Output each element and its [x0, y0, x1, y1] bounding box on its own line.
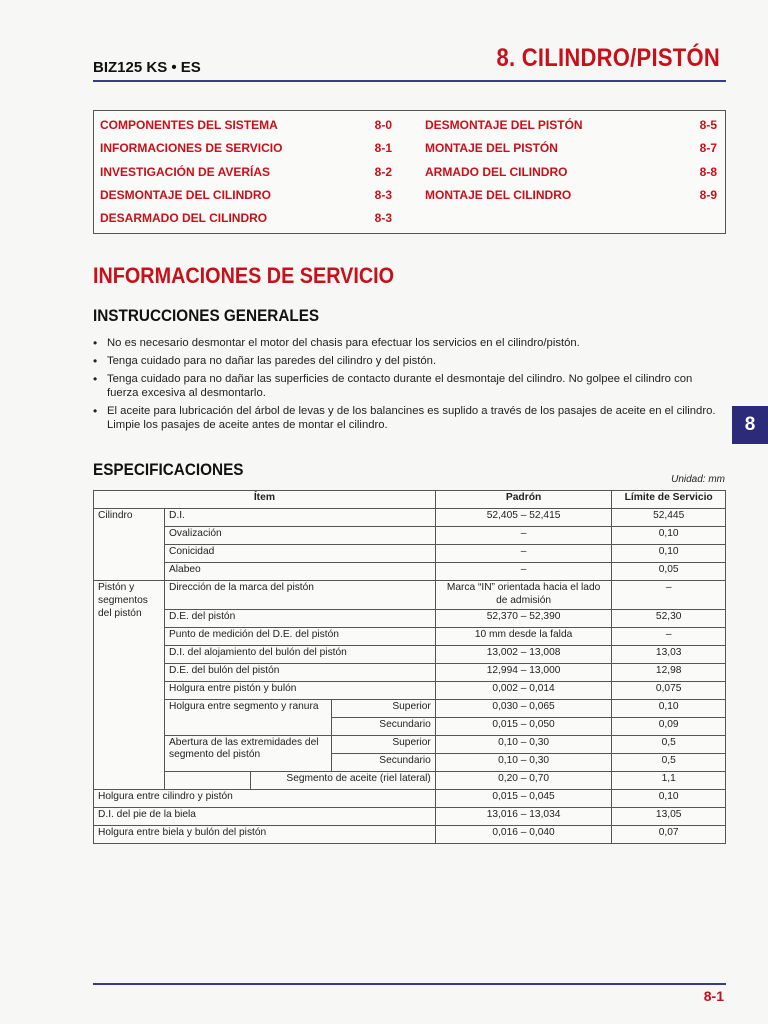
header-standard: Padrón [435, 491, 612, 509]
model-name: BIZ125 KS • ES [93, 59, 201, 76]
row-standard: 0,015 – 0,045 [435, 789, 612, 807]
group-piston: Pistón y segmentos del pistón [94, 581, 165, 790]
row-standard: – [435, 527, 612, 545]
toc-item-componentes[interactable] [100, 117, 392, 140]
list-item: • Tenga cuidado para no dañar las paredes del cilindro y del pistón. [93, 354, 726, 368]
toc-item-montaje-piston[interactable] [425, 140, 717, 163]
row-limit: – [612, 627, 726, 645]
row-item: D.E. del bulón del pistón [165, 663, 436, 681]
row-item: Secundario [332, 717, 435, 735]
row-item: Holgura entre cilindro y pistón [94, 789, 436, 807]
table-row [94, 645, 726, 663]
row-limit: 52,445 [612, 509, 726, 527]
toc-item-label: COMPONENTES DEL SISTEMA [100, 118, 278, 132]
table-row [94, 699, 726, 717]
row-standard: 0,015 – 0,050 [435, 717, 612, 735]
toc-item-label: DESMONTAJE DEL PISTÓN [425, 118, 583, 132]
page-number: 8-1 [703, 988, 724, 1004]
row-standard: 10 mm desde la falda [435, 627, 612, 645]
toc-item-page: 8-8 [699, 164, 717, 179]
ring-gap-spacer [165, 771, 251, 789]
row-item: Holgura entre pistón y bulón [165, 681, 436, 699]
table-row [94, 627, 726, 645]
row-item: Superior [332, 699, 435, 717]
row-limit: 12,98 [612, 663, 726, 681]
toc-item-label: DESARMADO DEL CILINDRO [100, 211, 268, 226]
toc-right-column [425, 117, 717, 210]
row-item: Punto de medición del D.E. del pistón [165, 627, 436, 645]
toc-left-column [100, 117, 392, 233]
row-limit: 1,1 [612, 771, 726, 789]
row-standard: 0,030 – 0,065 [435, 699, 612, 717]
row-standard: – [435, 563, 612, 581]
row-item: Superior [332, 735, 435, 753]
list-item: • El aceite para lubricación del árbol de levas y de los balancines es suplido a través de los pasajes de aceite en el cilindro. Limpie los pasajes de aceite antes de montar el cilindro. [93, 404, 726, 432]
toc-item-desmontaje-piston[interactable] [425, 117, 717, 140]
row-standard: 12,994 – 13,000 [435, 663, 612, 681]
toc-item-label: INVESTIGACIÓN DE AVERÍAS [100, 164, 271, 179]
toc-item-label: DESMONTAJE DEL CILINDRO [100, 187, 271, 202]
unit-label: Unidad: mm [671, 474, 725, 485]
row-limit: 0,075 [612, 681, 726, 699]
toc-item-label: MONTAJE DEL CILINDRO [425, 187, 572, 202]
toc-item-informaciones[interactable] [100, 140, 392, 163]
general-instructions-heading: INSTRUCCIONES GENERALES [93, 306, 320, 325]
row-standard: 0,016 – 0,040 [435, 825, 612, 843]
table-row [94, 825, 726, 843]
table-of-contents [93, 110, 726, 234]
row-item: Secundario [332, 753, 435, 771]
row-item: Conicidad [165, 545, 436, 563]
toc-item-label: INFORMACIONES DE SERVICIO [100, 141, 283, 156]
row-standard: 13,002 – 13,008 [435, 645, 612, 663]
group-ring-clearance: Holgura entre segmento y ranura [165, 699, 332, 735]
toc-item-page: 8-2 [374, 164, 392, 179]
row-item: D.I. [165, 509, 436, 527]
list-item: • Tenga cuidado para no dañar las superficies de contacto durante el desmontaje del cilindro. No golpee el cilindro con fuerza excesiva al desmontarlo. [93, 372, 726, 400]
row-standard: 0,10 – 0,30 [435, 735, 612, 753]
toc-item-montaje-cilindro[interactable] [425, 187, 717, 210]
table-row [94, 807, 726, 825]
specifications-heading: ESPECIFICACIONES [93, 460, 244, 479]
row-limit: 52,30 [612, 609, 726, 627]
row-limit: 0,5 [612, 735, 726, 753]
toc-item-page: 8-3 [374, 187, 392, 202]
table-row [94, 789, 726, 807]
toc-item-desarmado-cilindro[interactable] [100, 210, 392, 233]
toc-item-desmontaje-cilindro[interactable] [100, 187, 392, 210]
row-standard: 0,002 – 0,014 [435, 681, 612, 699]
row-limit: 0,10 [612, 789, 726, 807]
header-item: Ítem [94, 491, 436, 509]
toc-item-armado-cilindro[interactable] [425, 164, 717, 187]
toc-item-page: 8-7 [699, 141, 717, 156]
row-limit: – [612, 581, 726, 610]
table-row [94, 609, 726, 627]
table-row [94, 545, 726, 563]
instructions-list [93, 336, 726, 436]
toc-item-page: 8-5 [699, 118, 717, 132]
toc-item-label: MONTAJE DEL PISTÓN [425, 141, 558, 156]
toc-item-page: 8-0 [374, 118, 392, 132]
header-rule [93, 80, 726, 82]
row-standard: Marca “IN” orientada hacia el lado de admisión [435, 581, 612, 610]
row-standard: 0,10 – 0,30 [435, 753, 612, 771]
table-row [94, 735, 726, 753]
row-limit: 0,5 [612, 753, 726, 771]
list-item: • No es necesario desmontar el motor del chasis para efectuar los servicios en el cilindro/pistón. [93, 336, 726, 350]
row-item: Ovalización [165, 527, 436, 545]
row-item: D.I. del pie de la biela [94, 807, 436, 825]
table-header-row [94, 491, 726, 509]
row-standard: 52,370 – 52,390 [435, 609, 612, 627]
table-row [94, 527, 726, 545]
table-row [94, 509, 726, 527]
row-item: Alabeo [165, 563, 436, 581]
row-limit: 13,03 [612, 645, 726, 663]
section-title: INFORMACIONES DE SERVICIO [93, 263, 395, 288]
chapter-title: 8. CILINDRO/PISTÓN [496, 44, 720, 72]
row-item: Segmento de aceite (riel lateral) [251, 771, 436, 789]
row-standard: 52,405 – 52,415 [435, 509, 612, 527]
toc-item-investigacion[interactable] [100, 164, 392, 187]
row-limit: 0,10 [612, 527, 726, 545]
footer-rule [93, 983, 726, 985]
row-item: D.I. del alojamiento del bulón del pistón [165, 645, 436, 663]
table-row [94, 681, 726, 699]
toc-item-page: 8-9 [699, 187, 717, 202]
table-row [94, 663, 726, 681]
table-row [94, 563, 726, 581]
toc-item-page: 8-1 [374, 141, 392, 156]
row-standard: – [435, 545, 612, 563]
row-limit: 0,05 [612, 563, 726, 581]
row-limit: 0,10 [612, 699, 726, 717]
row-limit: 0,10 [612, 545, 726, 563]
row-item: Dirección de la marca del pistón [165, 581, 436, 610]
row-limit: 13,05 [612, 807, 726, 825]
row-standard: 13,016 – 13,034 [435, 807, 612, 825]
row-item: D.E. del pistón [165, 609, 436, 627]
group-cylinder: Cilindro [94, 509, 165, 581]
row-limit: 0,07 [612, 825, 726, 843]
row-item: Holgura entre biela y bulón del pistón [94, 825, 436, 843]
table-row [94, 581, 726, 610]
table-row [94, 771, 726, 789]
chapter-side-tab[interactable]: 8 [732, 406, 768, 444]
header-limit: Límite de Servicio [612, 491, 726, 509]
group-ring-gap: Abertura de las extremidades del segmento del pistón [165, 735, 332, 771]
row-limit: 0,09 [612, 717, 726, 735]
toc-item-page: 8-3 [374, 211, 392, 226]
toc-item-label: ARMADO DEL CILINDRO [425, 164, 568, 179]
specifications-table [93, 490, 726, 844]
row-standard: 0,20 – 0,70 [435, 771, 612, 789]
